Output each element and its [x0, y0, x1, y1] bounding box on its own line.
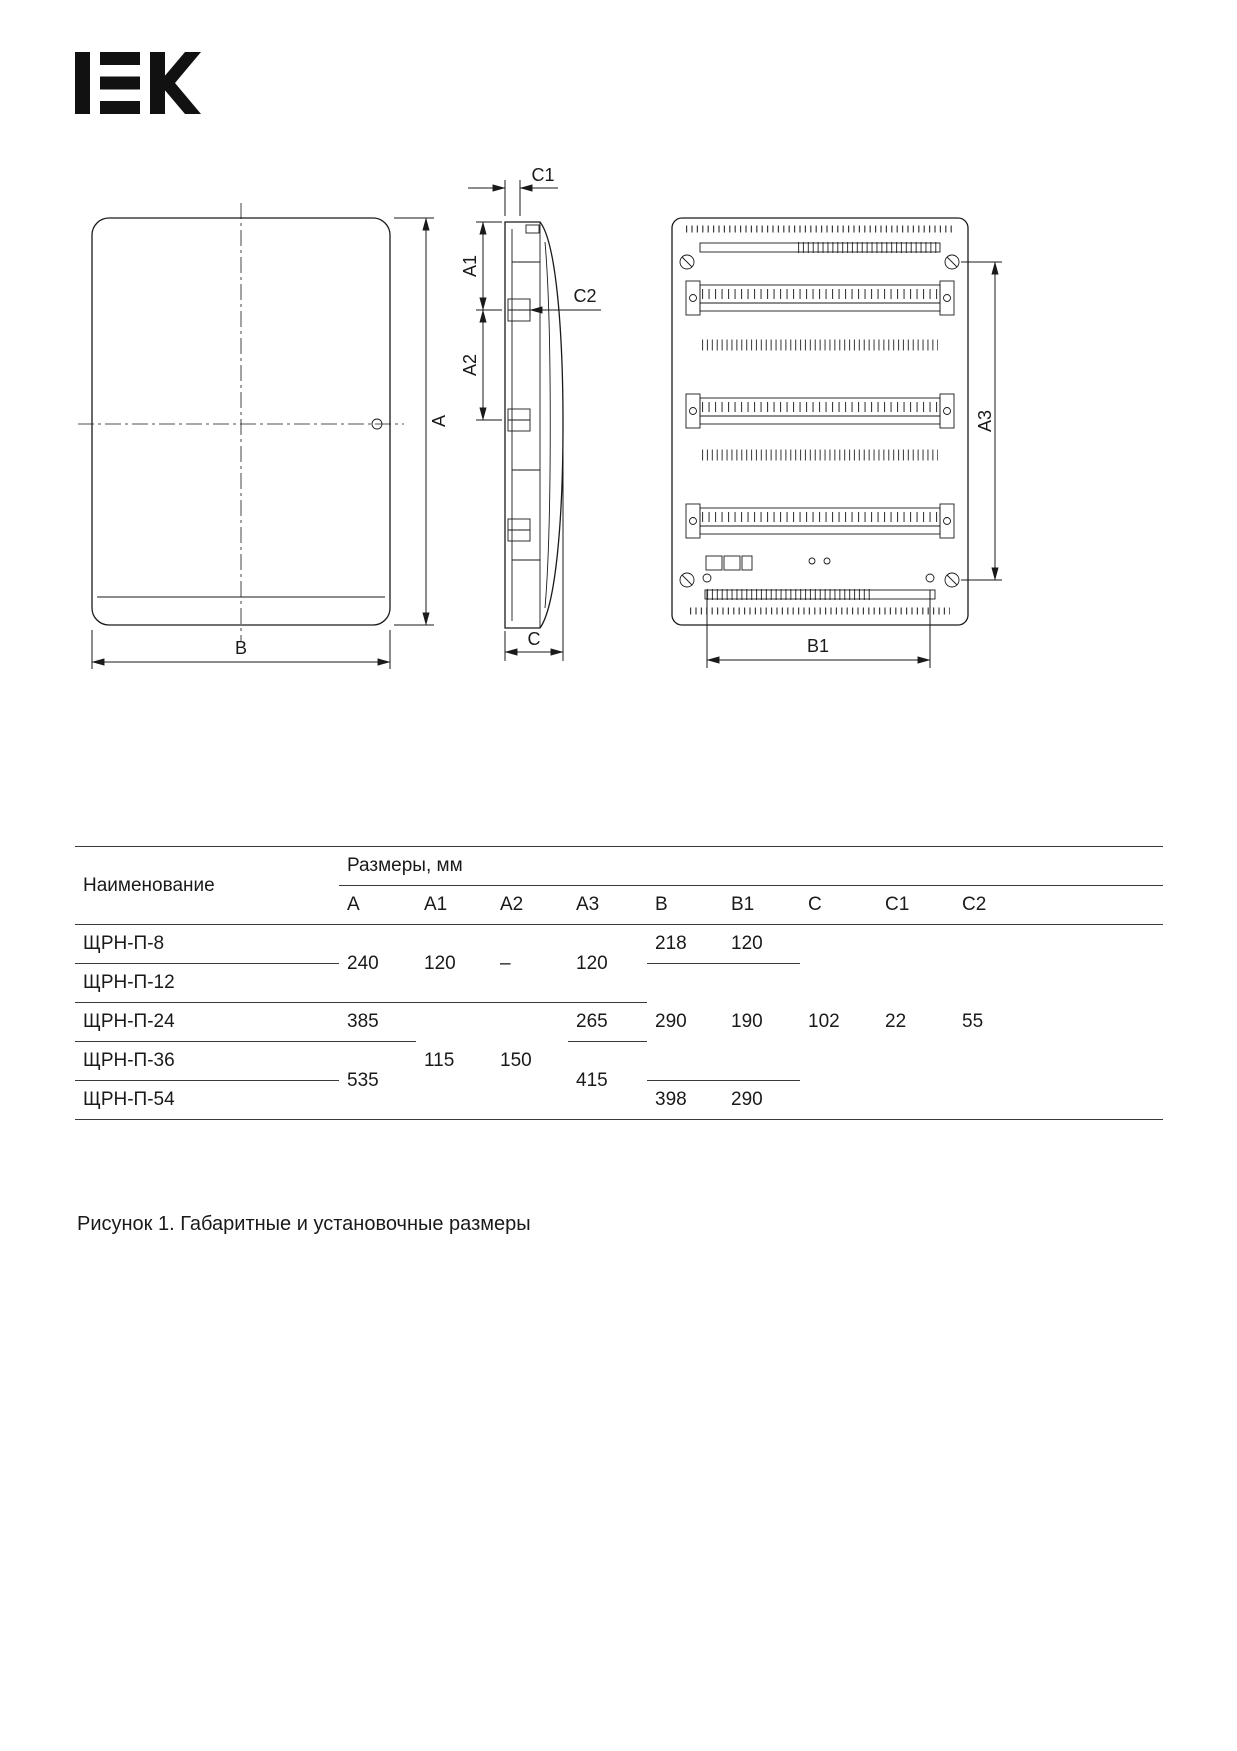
dim-b-label: B	[234, 638, 248, 658]
col-header-a1: A1	[416, 886, 492, 925]
dim-c2	[530, 286, 601, 316]
screw-icon	[680, 255, 694, 269]
table-cell: 120	[568, 925, 647, 1003]
row-name: ЩРН-П-12	[75, 964, 339, 1003]
din-rail	[686, 394, 954, 428]
table-cell: 218	[647, 925, 723, 964]
dimensions-table	[75, 846, 1163, 1120]
dim-a-label: A	[429, 414, 449, 428]
front-view	[78, 203, 404, 641]
row-name: ЩРН-П-54	[75, 1081, 339, 1120]
col-header-c1: C1	[877, 886, 954, 925]
col-header-b: B	[647, 886, 723, 925]
table-row	[75, 925, 1163, 964]
row-name: ЩРН-П-8	[75, 925, 339, 964]
dim-a3-label: A3	[975, 409, 995, 433]
table-cell: 120	[416, 925, 492, 1003]
table-header-row	[75, 847, 1163, 886]
din-rail	[686, 281, 954, 315]
dim-c2-label: C2	[573, 286, 597, 306]
table-cell: 120	[723, 925, 800, 964]
table-cell: 102	[800, 925, 877, 1120]
back-view	[672, 218, 968, 625]
din-rail	[686, 504, 954, 538]
table-cell: 415	[568, 1042, 647, 1120]
col-header-sizes: Размеры, мм	[339, 847, 1163, 886]
dim-c	[505, 428, 563, 661]
col-header-a3: A3	[568, 886, 647, 925]
dim-a2	[460, 310, 502, 420]
din-clip	[508, 519, 530, 541]
screw-icon	[945, 255, 959, 269]
fixing-hole	[824, 558, 830, 564]
din-clip	[508, 409, 530, 431]
dim-b1	[707, 590, 930, 668]
dim-a1	[460, 222, 502, 310]
table-cell: –	[492, 925, 568, 1003]
table-cell: 55	[954, 925, 1163, 1120]
side-view	[505, 222, 563, 628]
table-cell: 190	[723, 964, 800, 1081]
keyhole-slot	[703, 574, 711, 582]
table-cell: 385	[339, 1003, 416, 1042]
col-header-c: C	[800, 886, 877, 925]
table-cell: 240	[339, 925, 416, 1003]
dim-a2-label: A2	[460, 353, 480, 377]
dim-c1-label: C1	[531, 165, 555, 185]
col-header-a: A	[339, 886, 416, 925]
terminal-block	[706, 556, 752, 570]
table-cell: 115	[416, 1003, 492, 1120]
col-header-b1: B1	[723, 886, 800, 925]
row-name: ЩРН-П-24	[75, 1003, 339, 1042]
table-cell: 290	[723, 1081, 800, 1120]
din-clip	[508, 299, 530, 321]
dim-c1	[468, 165, 558, 216]
dimension-drawing	[0, 0, 1237, 780]
col-header-a2: A2	[492, 886, 568, 925]
table-cell: 398	[647, 1081, 723, 1120]
screw-icon	[945, 573, 959, 587]
keyhole-slot	[926, 574, 934, 582]
dim-a3	[961, 262, 1002, 580]
table-cell: 290	[647, 964, 723, 1081]
table-cell: 22	[877, 925, 954, 1120]
screw-icon	[680, 573, 694, 587]
dim-c-label: C	[527, 629, 541, 649]
dim-a	[394, 218, 449, 625]
table-cell: 265	[568, 1003, 647, 1042]
dim-b1-label: B1	[806, 636, 830, 656]
table-cell: 535	[339, 1042, 416, 1120]
dim-a1-label: A1	[460, 254, 480, 278]
figure-caption: Рисунок 1. Габаритные и установочные размеры	[77, 1213, 531, 1235]
fixing-hole	[809, 558, 815, 564]
col-header-c2: C2	[954, 886, 1163, 925]
table-cell: 150	[492, 1003, 568, 1120]
col-header-name: Наименование	[75, 847, 339, 925]
row-name: ЩРН-П-36	[75, 1042, 339, 1081]
